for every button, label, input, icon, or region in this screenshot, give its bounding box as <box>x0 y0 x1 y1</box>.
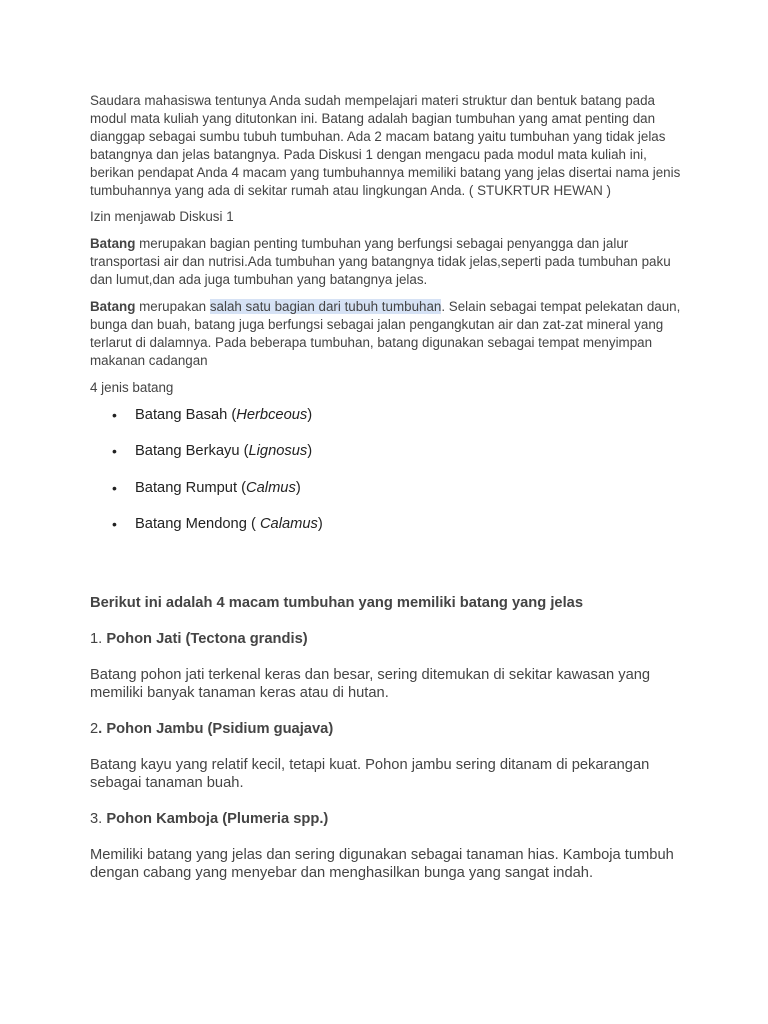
item-name: Batang Mendong ( <box>135 516 260 533</box>
plant-title <box>90 810 686 828</box>
list-item <box>90 480 686 497</box>
bullet-icon: • <box>112 479 117 496</box>
latin-name: Lignosus <box>248 443 308 460</box>
jenis-batang-list <box>90 407 686 534</box>
latin-name: Calmus <box>246 479 296 496</box>
batang-definition-2 <box>90 298 686 370</box>
list-item <box>90 516 686 533</box>
plant-description: Memiliki batang yang jelas dan sering digunakan sebagai tanaman hias. Kamboja tumbuh dengan cabang yang menyebar dan menghasilkan bunga yang sangat indah. <box>90 847 674 882</box>
document-page <box>90 90 686 882</box>
batang-definition-1 <box>90 235 686 289</box>
batang-term: Batang <box>90 299 136 315</box>
batang-definition-text: merupakan bagian penting tumbuhan yang berfungsi sebagai penyangga dan jalur transportasi air dan nutrisi.Ada tumbuhan yang batangnya tidak jelas,seperti pada tumbuhan paku dan lumut,dan ada juga tumbuhan yang batangnya jelas. <box>90 236 671 288</box>
item-name: Batang Rumput ( <box>135 479 247 496</box>
batang-definition-post: . Selain sebagai tempat pelekatan daun, bunga dan buah, batang juga berfungsi sebagai jalan pengangkutan air dan zat-zat mineral yang terlarut di dalamnya. Pada beberapa tumbuhan, batang digunakan sebagai tempat menyimpan makanan cadangan <box>90 299 681 368</box>
item-close: ) <box>307 406 313 423</box>
section-heading: Berikut ini adalah 4 macam tumbuhan yang memiliki batang yang jelas <box>90 595 583 612</box>
item-number: 1. <box>90 631 107 648</box>
item-number: 3. <box>90 811 107 828</box>
plant-name: . Pohon Jambu (Psidium guajava) <box>98 721 334 738</box>
intro-paragraph: Saudara mahasiswa tentunya Anda sudah mempelajari materi struktur dan bentuk batang pada modul mata kuliah yang ditutonkan ini. Batang adalah bagian tumbuhan yang amat penting dan dianggap sebagai sumbu tubuh tumbuhan. Ada 2 macam batang yaitu tumbuhan yang tidak jelas batangnya dan jelas batangnya. Pada Diskusi 1 dengan mengacu pada modul mata kuliah ini, berikan pendapat Anda 4 macam yang tumbuhannya memiliki batang yang jelas disertai nama jenis tumbuhannya yang ada di sekitar rumah atau lingkungan Anda. ( STUKRTUR HEWAN ) <box>90 93 681 198</box>
item-close: ) <box>307 443 313 460</box>
jenis-batang-title: 4 jenis batang <box>90 379 174 395</box>
batang-term: Batang <box>90 236 136 252</box>
bullet-icon: • <box>112 443 117 460</box>
item-name: Batang Basah ( <box>135 406 237 423</box>
plant-description: Batang kayu yang relatif kecil, tetapi kuat. Pohon jambu sering ditanam di pekarangan sebagai tanaman buah. <box>90 757 650 792</box>
item-close: ) <box>317 516 323 533</box>
item-close: ) <box>295 479 301 496</box>
plant-name: Pohon Kamboja (Plumeria spp.) <box>106 811 329 828</box>
plant-title <box>90 720 686 738</box>
bullet-icon: • <box>112 406 117 423</box>
list-item <box>90 443 686 460</box>
latin-name: Calamus <box>259 516 318 533</box>
izin-paragraph: Izin menjawab Diskusi 1 <box>90 209 234 225</box>
plant-name: Pohon Jati (Tectona grandis) <box>106 631 308 648</box>
latin-name: Herbceous <box>236 406 308 423</box>
item-name: Batang Berkayu ( <box>135 443 249 460</box>
bullet-icon: • <box>112 516 117 533</box>
item-number: 2 <box>90 721 99 738</box>
batang-definition-pre: merupakan <box>135 299 210 315</box>
plant-description: Batang pohon jati terkenal keras dan besar, sering ditemukan di sekitar kawasan yang memiliki banyak tanaman keras atau di hutan. <box>90 667 651 702</box>
list-item <box>90 407 686 424</box>
highlighted-text: salah satu bagian dari tubuh tumbuhan <box>209 299 442 315</box>
plant-title <box>90 630 686 648</box>
